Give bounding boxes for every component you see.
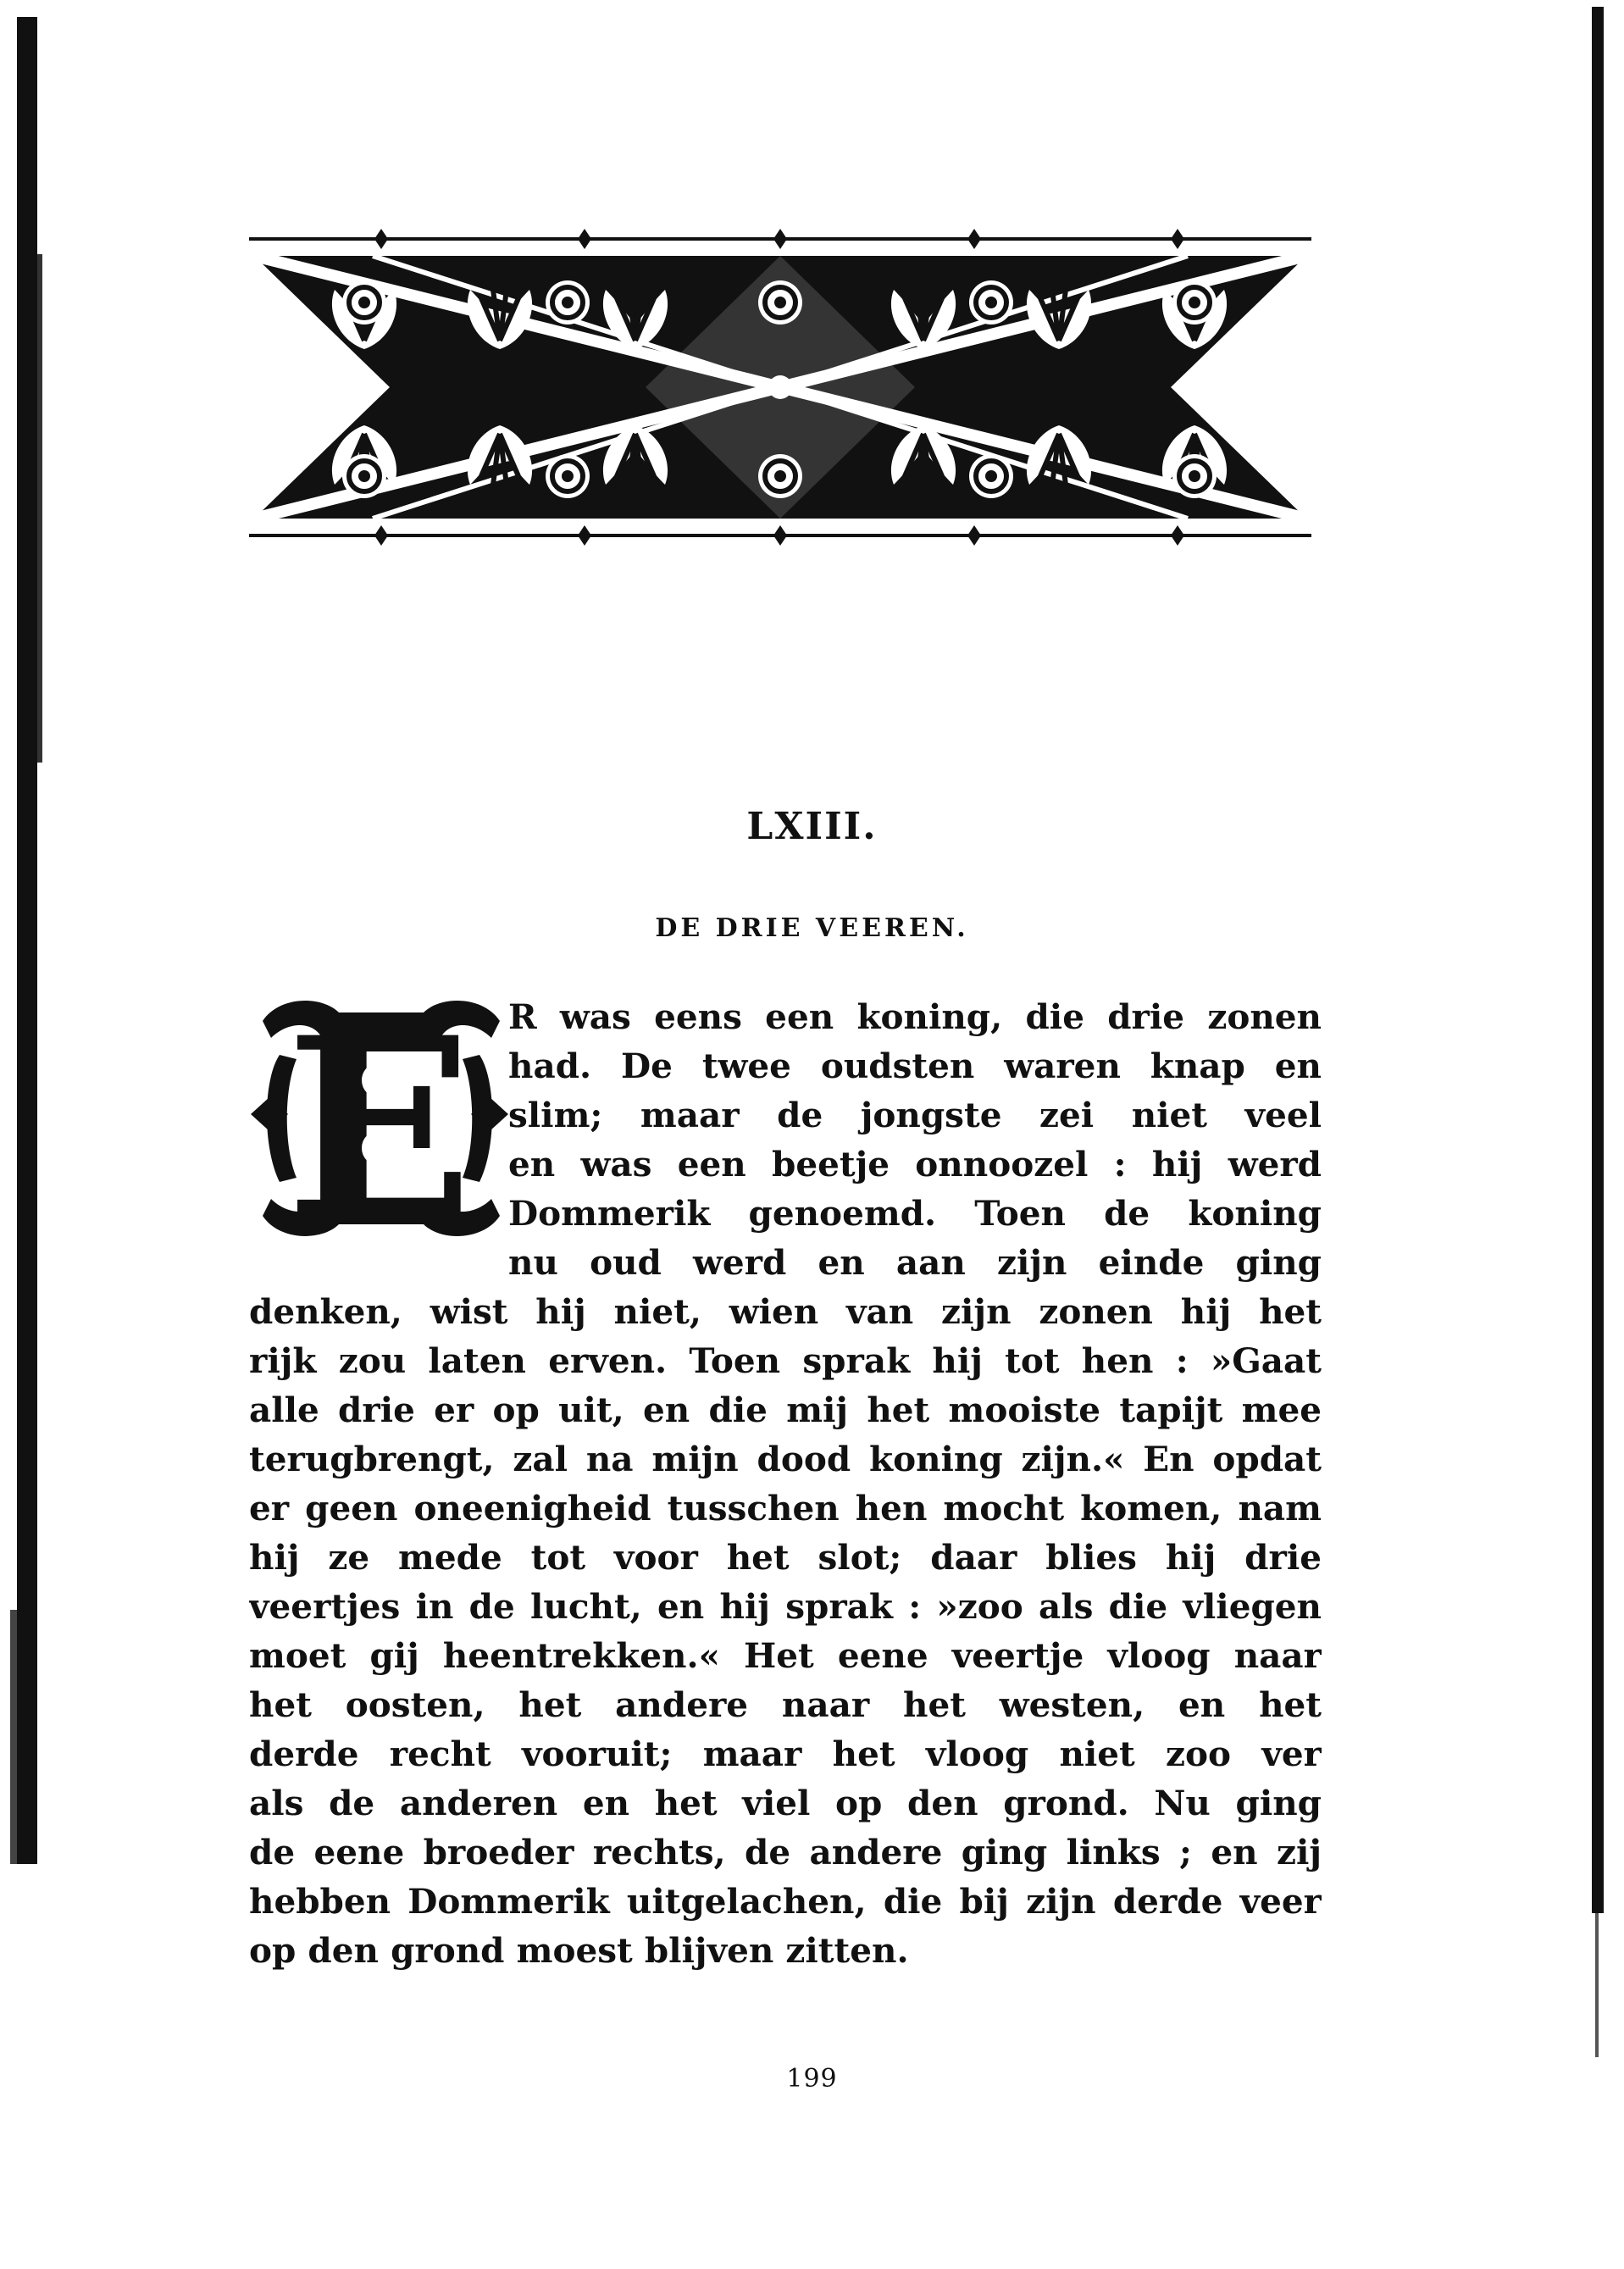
- body-line: Dommerik genoemd. Toen de koning: [508, 1193, 1322, 1234]
- body-line: de eene broeder rechts, de andere ging links ; en zij: [249, 1832, 1322, 1872]
- body-line: R was eens een koning, die drie zonen: [508, 996, 1322, 1037]
- body-line: alle drie er op uit, en die mij het mooiste tapijt mee: [249, 1390, 1322, 1430]
- body-line: op den grond moest blijven zitten.: [249, 1930, 909, 1971]
- body-line: rijk zou laten erven. Toen sprak hij tot hen : »Gaat: [249, 1340, 1322, 1381]
- body-line: nu oud werd en aan zijn einde ging: [508, 1242, 1322, 1283]
- scan-edge-right: [1587, 7, 1609, 2057]
- chapter-title: DE DRIE VEEREN.: [655, 913, 969, 943]
- body-line: denken, wist hij niet, wien van zijn zonen hij het: [249, 1291, 1322, 1332]
- body-line: als de anderen en het viel op den grond. Nu ging: [249, 1783, 1322, 1823]
- header-ornament: [246, 222, 1315, 561]
- body-line: had. De twee oudsten waren knap en: [508, 1046, 1322, 1086]
- body-line: slim; maar de jongste zei niet veel: [508, 1095, 1322, 1135]
- body-line: terugbrengt, zal na mijn dood koning zijn.« En opdat: [249, 1439, 1322, 1479]
- body-line: hebben Dommerik uitgelachen, die bij zijn derde veer: [249, 1881, 1322, 1922]
- body-line: het oosten, het andere naar het westen, en het: [249, 1684, 1322, 1725]
- drop-cap-letter: E: [285, 987, 474, 1251]
- body-line: moet gij heentrekken.« Het eene veertje vloog naar: [249, 1635, 1322, 1676]
- body-line: er geen oneenigheid tusschen hen mocht komen, nam: [249, 1488, 1322, 1528]
- scan-edge-left: [0, 0, 66, 1949]
- body-line: veertjes in de lucht, en hij sprak : »zoo als die vliegen: [249, 1586, 1322, 1627]
- chapter-number: LXIII.: [746, 805, 878, 848]
- drop-cap-initial: [246, 987, 513, 1251]
- body-line: derde recht vooruit; maar het vloog niet zoo ver: [249, 1734, 1322, 1774]
- page-number: 199: [786, 2064, 838, 2094]
- body-line: hij ze mede tot voor het slot; daar blies hij drie: [249, 1537, 1322, 1578]
- body-line: en was een beetje onnoozel : hij werd: [508, 1144, 1322, 1184]
